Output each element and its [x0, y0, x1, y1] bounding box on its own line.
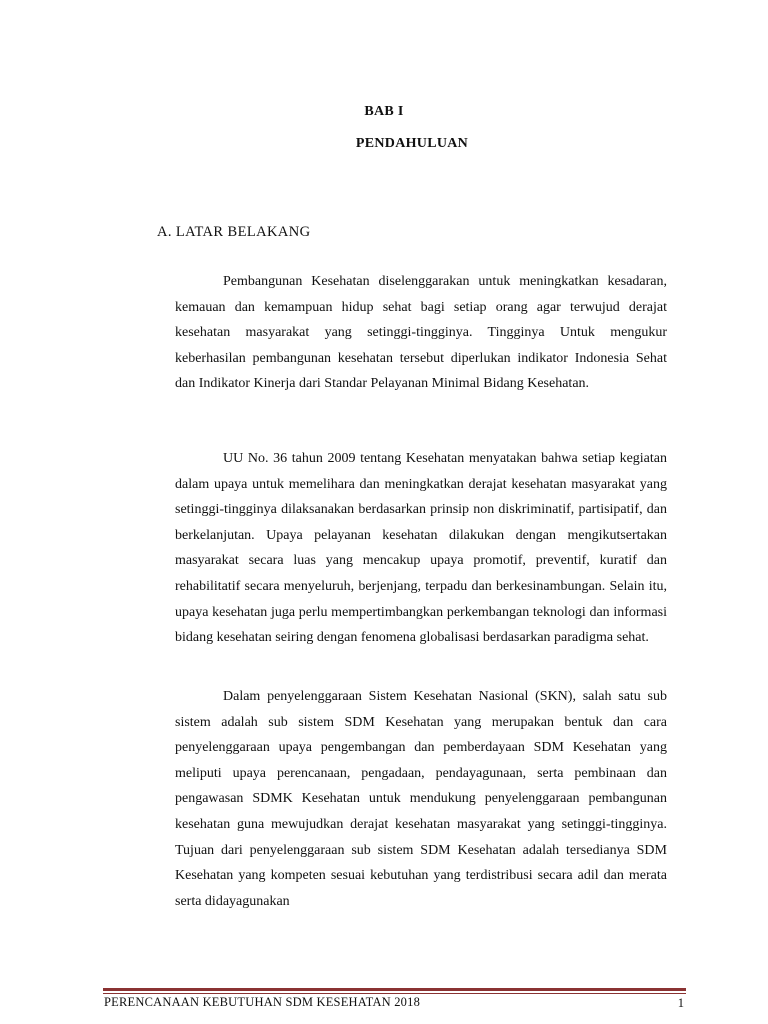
footer-divider-thick	[103, 988, 686, 991]
paragraph-3: Dalam penyelenggaraan Sistem Kesehatan Nasional (SKN), salah satu sub sistem adalah sub sistem SDM Kesehatan yang merupakan bentuk dan cara penyelenggaraan upaya pengembangan dan pemberdayaan SDM Kesehatan yang meliputi upaya perencanaan, pengadaan, pendayagunaan, serta pembinaan dan pengawasan SDMK Kesehatan untuk mendukung penyelenggaraan pembangunan kesehatan guna mewujudkan derajat kesehatan masyarakat yang setinggi-tingginya. Tujuan dari penyelenggaraan sub sistem SDM Kesehatan adalah tersedianya SDM Kesehatan yang kompeten sesuai kebutuhan yang terdistribusi secara adil dan merata serta didayagunakan	[175, 689, 667, 909]
chapter-title: PENDAHULUAN	[355, 136, 469, 151]
footer-divider-thin	[103, 993, 686, 994]
paragraph-2: UU No. 36 tahun 2009 tentang Kesehatan menyatakan bahwa setiap kegiatan dalam upaya untuk memelihara dan meningkatkan derajat kesehatan masyarakat yang setinggi-tingginya dilaksanakan berdasarkan prinsip non diskriminatif, partisipatif, dan berkelanjutan. Upaya pelayanan kesehatan dilakukan dengan mengikutsertakan masyarakat secara luas yang mencakup upaya promotif, preventif, kuratif dan rehabilitatif secara menyeluruh, berjenjang, terpadu dan berkesinambungan. Selain itu, upaya kesehatan juga perlu mempertimbangkan perkembangan teknologi dan informasi bidang kesehatan seiring dengan fenomena globalisasi berdasarkan paradigma sehat.	[175, 451, 667, 646]
page-number: 1	[677, 996, 684, 1010]
footer-title: PERENCANAAN KEBUTUHAN SDM KESEHATAN 2018	[104, 995, 421, 1009]
chapter-label: BAB I	[364, 104, 404, 119]
paragraph-1: Pembangunan Kesehatan diselenggarakan untuk meningkatkan kesadaran, kemauan dan kemampuan hidup sehat bagi setiap orang agar terwujud derajat kesehatan masyarakat yang setinggi-tingginya. Tingginya Untuk mengukur keberhasilan pembangunan kesehatan tersebut diperlukan indikator Indonesia Sehat dan Indikator Kinerja dari Standar Pelayanan Minimal Bidang Kesehatan.	[175, 274, 667, 392]
section-heading: A. LATAR BELAKANG	[157, 224, 311, 240]
